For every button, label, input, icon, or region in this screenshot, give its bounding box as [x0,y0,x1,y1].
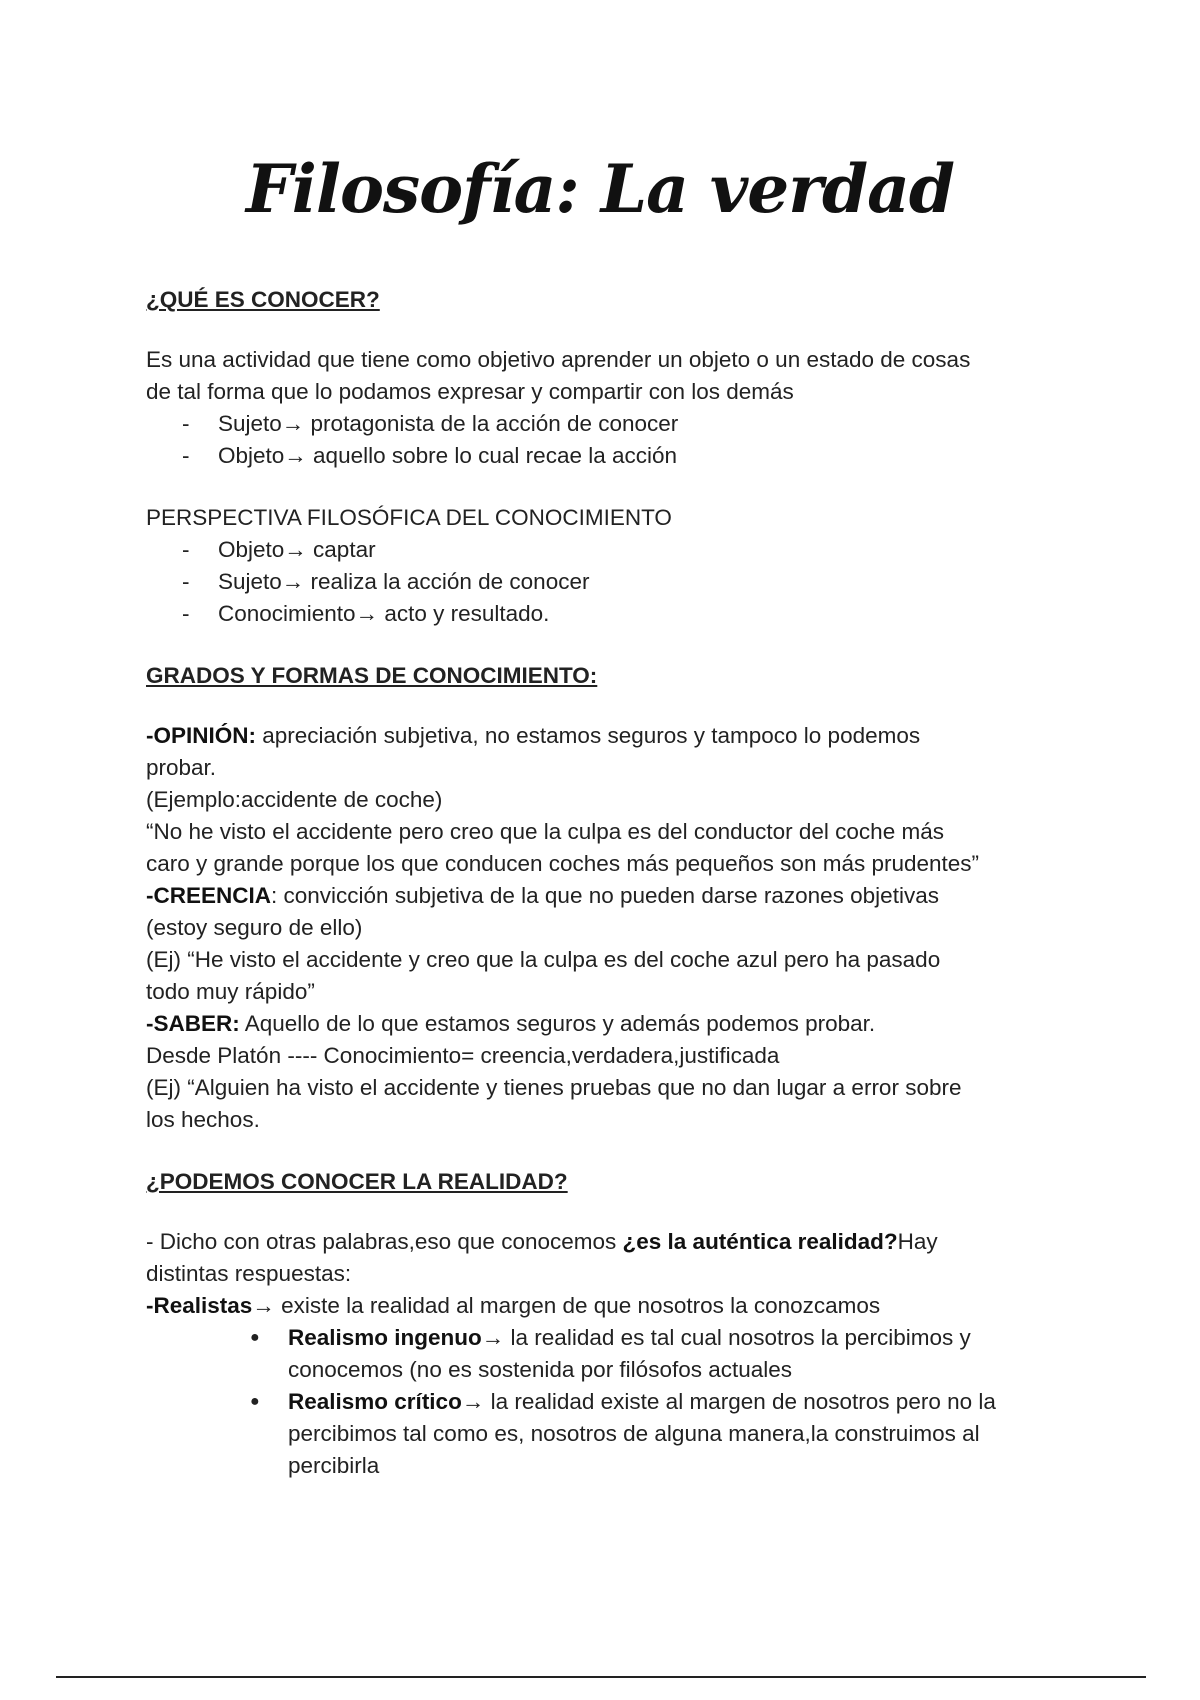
list-item: - Sujeto→ protagonista de la acción de conocer [182,408,1066,440]
term-saber: -SABER: [146,1011,240,1036]
spacer [146,1136,1066,1166]
footer-divider [56,1676,1146,1678]
paragraph-line: todo muy rápido” [146,979,315,1004]
paragraph-line [146,1226,1066,1258]
paragraph-line: (Ejemplo:accidente de coche) [146,787,443,812]
text-span: - Dicho con otras palabras,eso que conocemos [146,1229,623,1254]
list-item: - Objeto→ captar [182,534,1066,566]
text-span: apreciación subjetiva, no estamos seguros y tampoco lo podemos [256,723,921,748]
paragraph-line: distintas respuestas: [146,1261,352,1286]
paragraph-line: probar. [146,755,217,780]
term-realismo-ingenuo: Realismo ingenuo [288,1325,482,1350]
list-item: - Conocimiento→ acto y resultado. [182,598,1066,630]
list-item [250,1386,1066,1482]
paragraph-line [146,720,1066,752]
page-title: Filosofía: La verdad [245,150,955,228]
list-item: - Sujeto→ realiza la acción de conocer [182,566,1066,598]
section-heading-podemos-conocer: ¿PODEMOS CONOCER LA REALIDAD? [146,1169,568,1194]
paragraph-line: los hechos. [146,1107,260,1132]
text-span: → existe la realidad al margen de que nosotros la conozcamos [252,1293,881,1318]
paragraph-line: de tal forma que lo podamos expresar y compartir con los demás [146,379,794,404]
term-realistas: -Realistas [146,1293,253,1318]
spacer [146,472,1066,502]
term-creencia: -CREENCIA [146,883,272,908]
list-item [250,1322,1066,1386]
paragraph-line: (Ej) “Alguien ha visto el accidente y tienes pruebas que no dan lugar a error sobre [146,1075,962,1100]
dash-list [146,408,1066,472]
text-span: Aquello de lo que estamos seguros y además podemos probar. [239,1011,876,1036]
bullet-list [146,1322,1066,1482]
text-span: → la realidad existe al margen de nosotros pero no la percibimos tal como es, nosotros de alguna manera,la construimos al percibirla [288,1389,996,1478]
paragraph-line: caro y grande porque los que conducen coches más pequeños son más prudentes” [146,851,980,876]
spacer [146,630,1066,660]
section-heading-que-es-conocer: ¿QUÉ ES CONOCER? [146,287,380,312]
section-heading-grados: GRADOS Y FORMAS DE CONOCIMIENTO: [146,663,598,688]
dash-list [146,534,1066,630]
text-span: : convicción subjetiva de la que no pueden darse razones objetivas [271,883,939,908]
term-opinion: -OPINIÓN: [146,723,256,748]
bold-question: ¿es la auténtica realidad? [622,1229,898,1254]
paragraph-line: (Ej) “He visto el accidente y creo que la culpa es del coche azul pero ha pasado [146,947,941,972]
paragraph-line: (estoy seguro de ello) [146,915,363,940]
paragraph-line [146,880,1066,912]
term-realismo-critico: Realismo crítico [288,1389,462,1414]
paragraph-line: Es una actividad que tiene como objetivo aprender un objeto o un estado de cosas [146,347,971,372]
text-span: Hay [897,1229,938,1254]
list-item: - Objeto→ aquello sobre lo cual recae la acción [182,440,1066,472]
paragraph-line: “No he visto el accidente pero creo que la culpa es del conductor del coche más [146,819,944,844]
document-body [146,284,1066,1482]
section-heading-perspectiva: PERSPECTIVA FILOSÓFICA DEL CONOCIMIENTO [146,505,672,530]
paragraph-line [146,1290,1066,1322]
text-span: → la realidad es tal cual nosotros la percibimos y conocemos (no es sostenida por filósofos actuales [288,1325,971,1382]
paragraph-line: Desde Platón ---- Conocimiento= creencia,verdadera,justificada [146,1043,780,1068]
paragraph-line [146,1008,1066,1040]
